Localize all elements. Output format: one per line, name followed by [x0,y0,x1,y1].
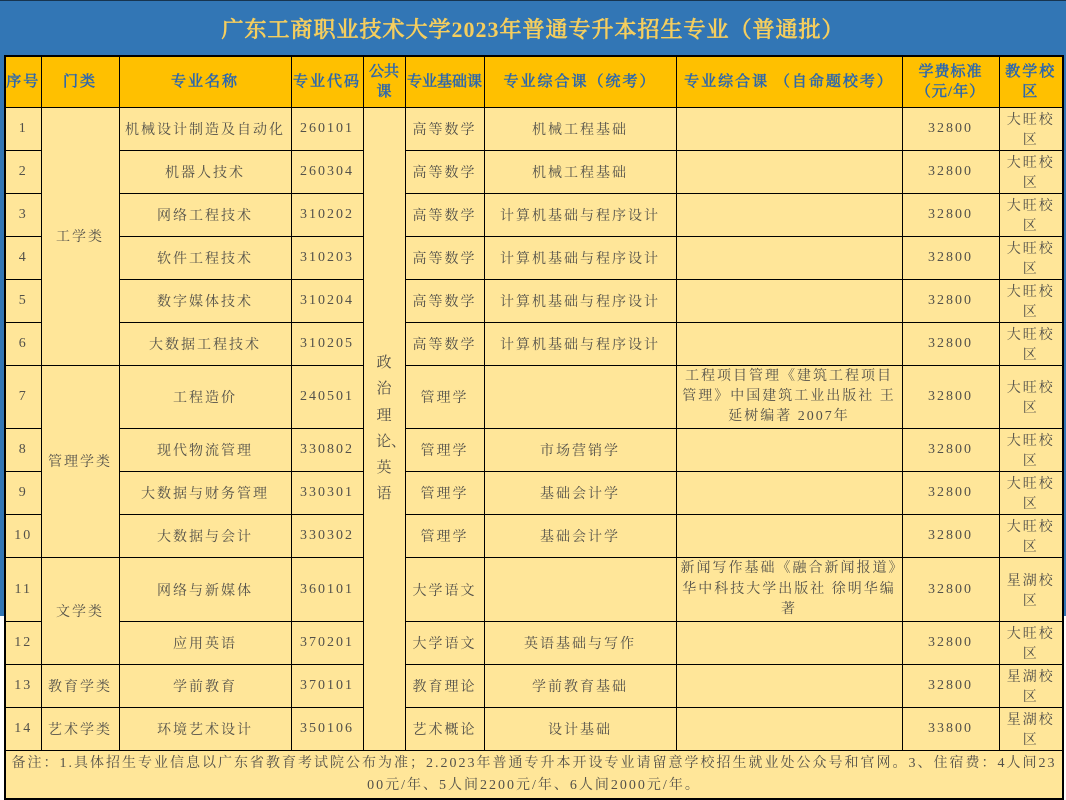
cell-code: 240501 [291,365,363,429]
cell-code: 330302 [291,515,363,558]
table-row [5,193,1063,236]
cell-code: 370201 [291,622,363,665]
cell-campus: 大旺校区 [999,322,1063,365]
cell-index: 6 [5,322,41,365]
cell-category-engineering: 工学类 [41,107,119,365]
cell-tuition: 32800 [902,665,999,708]
cell-tuition: 32800 [902,365,999,429]
cell-unified-exam: 基础会计学 [484,472,676,515]
footnote-text: 备注：1.具体招生专业信息以广东省教育考试院公布为准；2.2023年普通专升本开设专业请留意学校招生就业处公众号和官网。3、住宿费：4人间2300元/年、5人间2200元/年、6人间2000元/年。 [5,751,1063,799]
table-row [5,665,1063,708]
cell-campus: 大旺校区 [999,622,1063,665]
cell-basic-course: 大学语文 [405,622,484,665]
table-row [5,236,1063,279]
cell-campus: 大旺校区 [999,429,1063,472]
cell-school-exam [676,150,902,193]
cell-school-exam [676,472,902,515]
cell-unified-exam [484,365,676,429]
table-row [5,708,1063,751]
cell-campus: 星湖校区 [999,708,1063,751]
header-row [5,56,1063,107]
cell-unified-exam: 计算机基础与程序设计 [484,193,676,236]
table-row [5,107,1063,150]
cell-campus: 大旺校区 [999,193,1063,236]
page-title: 广东工商职业技术大学2023年普通专升本招生专业（普通批） [221,16,845,42]
cell-major: 大数据与会计 [119,515,291,558]
cell-code: 350106 [291,708,363,751]
cell-major: 大数据与财务管理 [119,472,291,515]
cell-campus: 大旺校区 [999,365,1063,429]
table-row [5,429,1063,472]
tuition-header-line2: （元/年） [915,83,986,100]
col-header-campus: 教学校区 [999,56,1063,107]
cell-campus: 大旺校区 [999,279,1063,322]
cell-basic-course: 高等数学 [405,322,484,365]
cell-code: 370101 [291,665,363,708]
cell-major: 大数据工程技术 [119,322,291,365]
table-row [5,365,1063,429]
public-course-vertical-text: 政治理论、英语 [376,355,407,503]
cell-basic-course: 管理学 [405,515,484,558]
cell-index: 7 [5,365,41,429]
cell-public-course [363,107,405,751]
cell-major: 机械设计制造及自动化 [119,107,291,150]
table-wrapper [0,55,1066,800]
cell-major: 应用英语 [119,622,291,665]
cell-basic-course: 高等数学 [405,107,484,150]
cell-school-exam [676,665,902,708]
cell-index: 5 [5,279,41,322]
cell-unified-exam: 设计基础 [484,708,676,751]
col-header-tuition [902,56,999,107]
cell-school-exam [676,515,902,558]
table-row [5,150,1063,193]
cell-index: 2 [5,150,41,193]
cell-school-exam [676,236,902,279]
col-header-index: 序号 [5,56,41,107]
cell-basic-course: 管理学 [405,429,484,472]
cell-school-exam [676,429,902,472]
cell-unified-exam [484,558,676,622]
cell-tuition: 33800 [902,708,999,751]
cell-unified-exam: 机械工程基础 [484,107,676,150]
cell-major: 机器人技术 [119,150,291,193]
col-header-major-code: 专业代码 [291,56,363,107]
cell-school-exam [676,622,902,665]
cell-basic-course: 高等数学 [405,193,484,236]
cell-index: 10 [5,515,41,558]
cell-code: 260304 [291,150,363,193]
col-header-public-course: 公共课 [363,56,405,107]
admissions-table [4,55,1064,800]
cell-campus: 大旺校区 [999,515,1063,558]
col-header-major-name: 专业名称 [119,56,291,107]
cell-school-exam [676,322,902,365]
tuition-header-line1: 学费标准 [918,63,983,80]
cell-basic-course: 高等数学 [405,150,484,193]
cell-major: 现代物流管理 [119,429,291,472]
cell-unified-exam: 计算机基础与程序设计 [484,322,676,365]
cell-school-exam: 新闻写作基础《融合新闻报道》华中科技大学出版社 徐明华编著 [676,558,902,622]
cell-school-exam [676,708,902,751]
cell-tuition: 32800 [902,515,999,558]
table-row [5,472,1063,515]
cell-index: 13 [5,665,41,708]
cell-code: 310204 [291,279,363,322]
cell-tuition: 32800 [902,472,999,515]
table-row [5,322,1063,365]
cell-school-exam: 工程项目管理《建筑工程项目管理》中国建筑工业出版社 王延树编著 2007年 [676,365,902,429]
cell-tuition: 32800 [902,279,999,322]
cell-unified-exam: 计算机基础与程序设计 [484,236,676,279]
cell-major: 工程造价 [119,365,291,429]
cell-campus: 星湖校区 [999,558,1063,622]
cell-unified-exam: 基础会计学 [484,515,676,558]
cell-basic-course: 高等数学 [405,236,484,279]
table-row [5,515,1063,558]
cell-code: 330802 [291,429,363,472]
col-header-basic-course: 专业基础课 [405,56,484,107]
cell-code: 360101 [291,558,363,622]
cell-major: 网络工程技术 [119,193,291,236]
cell-category-art: 艺术学类 [41,708,119,751]
cell-code: 330301 [291,472,363,515]
cell-major: 学前教育 [119,665,291,708]
cell-category-education: 教育学类 [41,665,119,708]
cell-unified-exam: 计算机基础与程序设计 [484,279,676,322]
cell-unified-exam: 英语基础与写作 [484,622,676,665]
table-row [5,622,1063,665]
cell-basic-course: 管理学 [405,472,484,515]
cell-code: 310202 [291,193,363,236]
cell-tuition: 32800 [902,429,999,472]
cell-tuition: 32800 [902,322,999,365]
cell-index: 11 [5,558,41,622]
cell-campus: 大旺校区 [999,236,1063,279]
cell-code: 260101 [291,107,363,150]
cell-basic-course: 高等数学 [405,279,484,322]
cell-basic-course: 大学语文 [405,558,484,622]
cell-code: 310203 [291,236,363,279]
cell-tuition: 32800 [902,193,999,236]
cell-index: 8 [5,429,41,472]
cell-unified-exam: 机械工程基础 [484,150,676,193]
footnote-row [5,751,1063,799]
cell-school-exam [676,279,902,322]
cell-major: 数字媒体技术 [119,279,291,322]
table-row [5,558,1063,622]
cell-school-exam [676,107,902,150]
cell-basic-course: 艺术概论 [405,708,484,751]
cell-basic-course: 教育理论 [405,665,484,708]
cell-campus: 大旺校区 [999,472,1063,515]
cell-category-literature: 文学类 [41,558,119,665]
cell-tuition: 32800 [902,558,999,622]
cell-campus: 大旺校区 [999,150,1063,193]
cell-unified-exam: 学前教育基础 [484,665,676,708]
cell-campus: 星湖校区 [999,665,1063,708]
cell-code: 310205 [291,322,363,365]
table-row [5,279,1063,322]
cell-school-exam [676,193,902,236]
cell-index: 12 [5,622,41,665]
col-header-comprehensive-school: 专业综合课 （自命题校考） [676,56,902,107]
cell-campus: 大旺校区 [999,107,1063,150]
col-header-category: 门类 [41,56,119,107]
cell-index: 1 [5,107,41,150]
cell-unified-exam: 市场营销学 [484,429,676,472]
cell-index: 14 [5,708,41,751]
cell-major: 环境艺术设计 [119,708,291,751]
cell-tuition: 32800 [902,150,999,193]
cell-major: 网络与新媒体 [119,558,291,622]
cell-basic-course: 管理学 [405,365,484,429]
cell-index: 4 [5,236,41,279]
cell-index: 3 [5,193,41,236]
col-header-comprehensive-unified: 专业综合课（统考） [484,56,676,107]
cell-tuition: 32800 [902,236,999,279]
cell-tuition: 32800 [902,107,999,150]
cell-category-management: 管理学类 [41,365,119,558]
cell-index: 9 [5,472,41,515]
cell-major: 软件工程技术 [119,236,291,279]
cell-tuition: 32800 [902,622,999,665]
